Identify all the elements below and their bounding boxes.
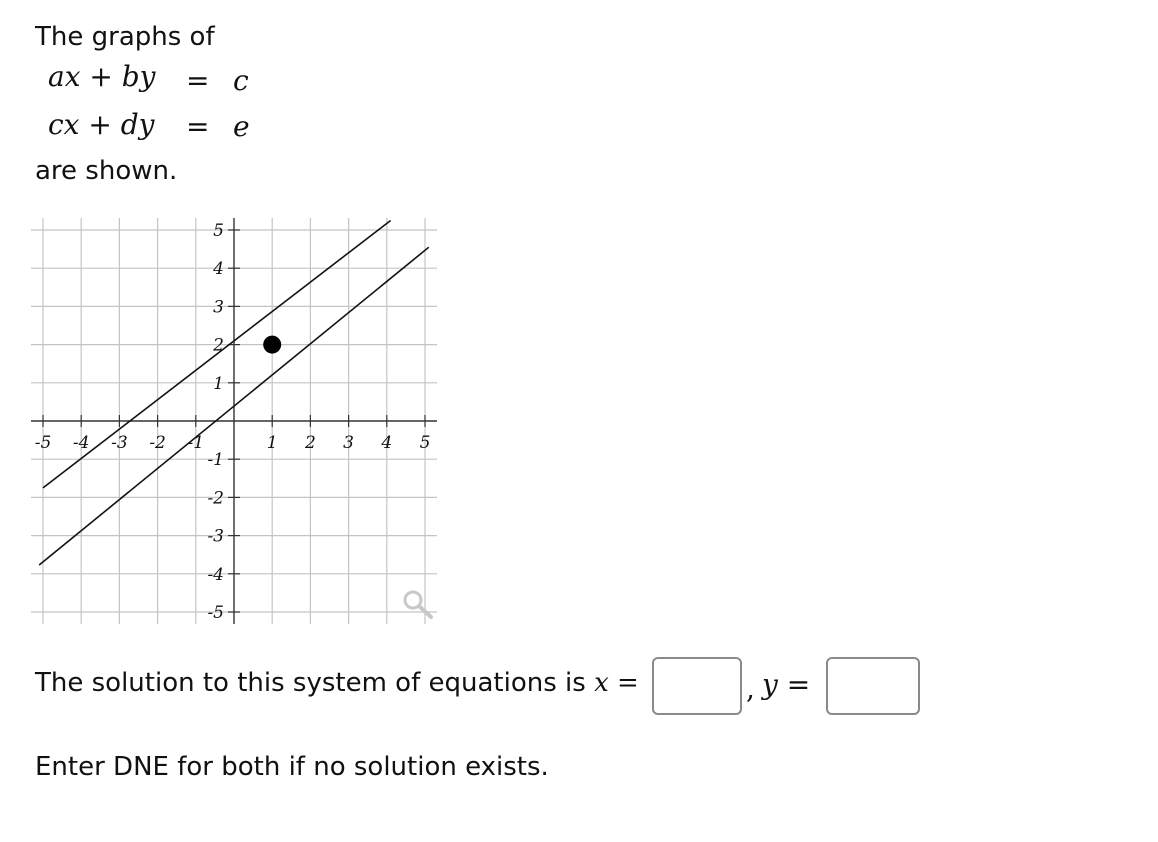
y-tick-label: 2 [213, 335, 224, 356]
y-tick-label: 1 [213, 373, 224, 394]
dne-note: Enter DNE for both if no solution exists. [35, 752, 549, 782]
intersection-point [263, 336, 281, 354]
y-tick-label: 4 [213, 259, 224, 280]
x-tick-label: 3 [343, 433, 355, 453]
x-tick-label: -5 [34, 433, 52, 453]
equation-2-rhs: e [233, 110, 250, 143]
x-tick-label: 2 [304, 433, 316, 453]
comma-separator: , [746, 672, 755, 705]
equation-2-equals: = [186, 110, 210, 143]
x-tick-label: -1 [187, 433, 205, 453]
y-answer-input[interactable] [826, 657, 920, 715]
y-tick-label: -5 [207, 603, 224, 623]
x-tick-label: 4 [381, 433, 393, 453]
equation-2-lhs: cx + dy [48, 108, 155, 141]
x-tick-label: -2 [149, 433, 166, 453]
intersection-points [263, 336, 281, 354]
y-tick-label: -2 [207, 488, 224, 509]
x-tick-label: -4 [72, 433, 90, 453]
equation-1-lhs: ax + by [48, 60, 156, 93]
y-tick-label: -4 [207, 564, 224, 585]
y-tick-label: 5 [213, 221, 224, 241]
equation-1-equals: = [186, 64, 210, 97]
x-tick-label: 5 [419, 433, 431, 453]
axes [31, 218, 437, 624]
y-label: y = [762, 668, 811, 701]
zoom-icon[interactable] [405, 592, 431, 617]
equation-1-rhs: c [233, 64, 249, 97]
solution-text: The solution to this system of equations is [35, 668, 586, 698]
x-tick-label: -3 [111, 433, 128, 453]
y-tick-label: -1 [207, 450, 224, 471]
y-tick-label: -3 [207, 526, 224, 547]
y-tick-label: 3 [213, 297, 224, 318]
x-label: x = [594, 668, 639, 698]
x-tick-label: 1 [266, 433, 278, 453]
intro-text: The graphs of [35, 22, 215, 52]
tick-labels [35, 221, 431, 623]
solution-sentence [35, 668, 639, 698]
after-text: are shown. [35, 156, 178, 186]
x-answer-input[interactable] [652, 657, 742, 715]
